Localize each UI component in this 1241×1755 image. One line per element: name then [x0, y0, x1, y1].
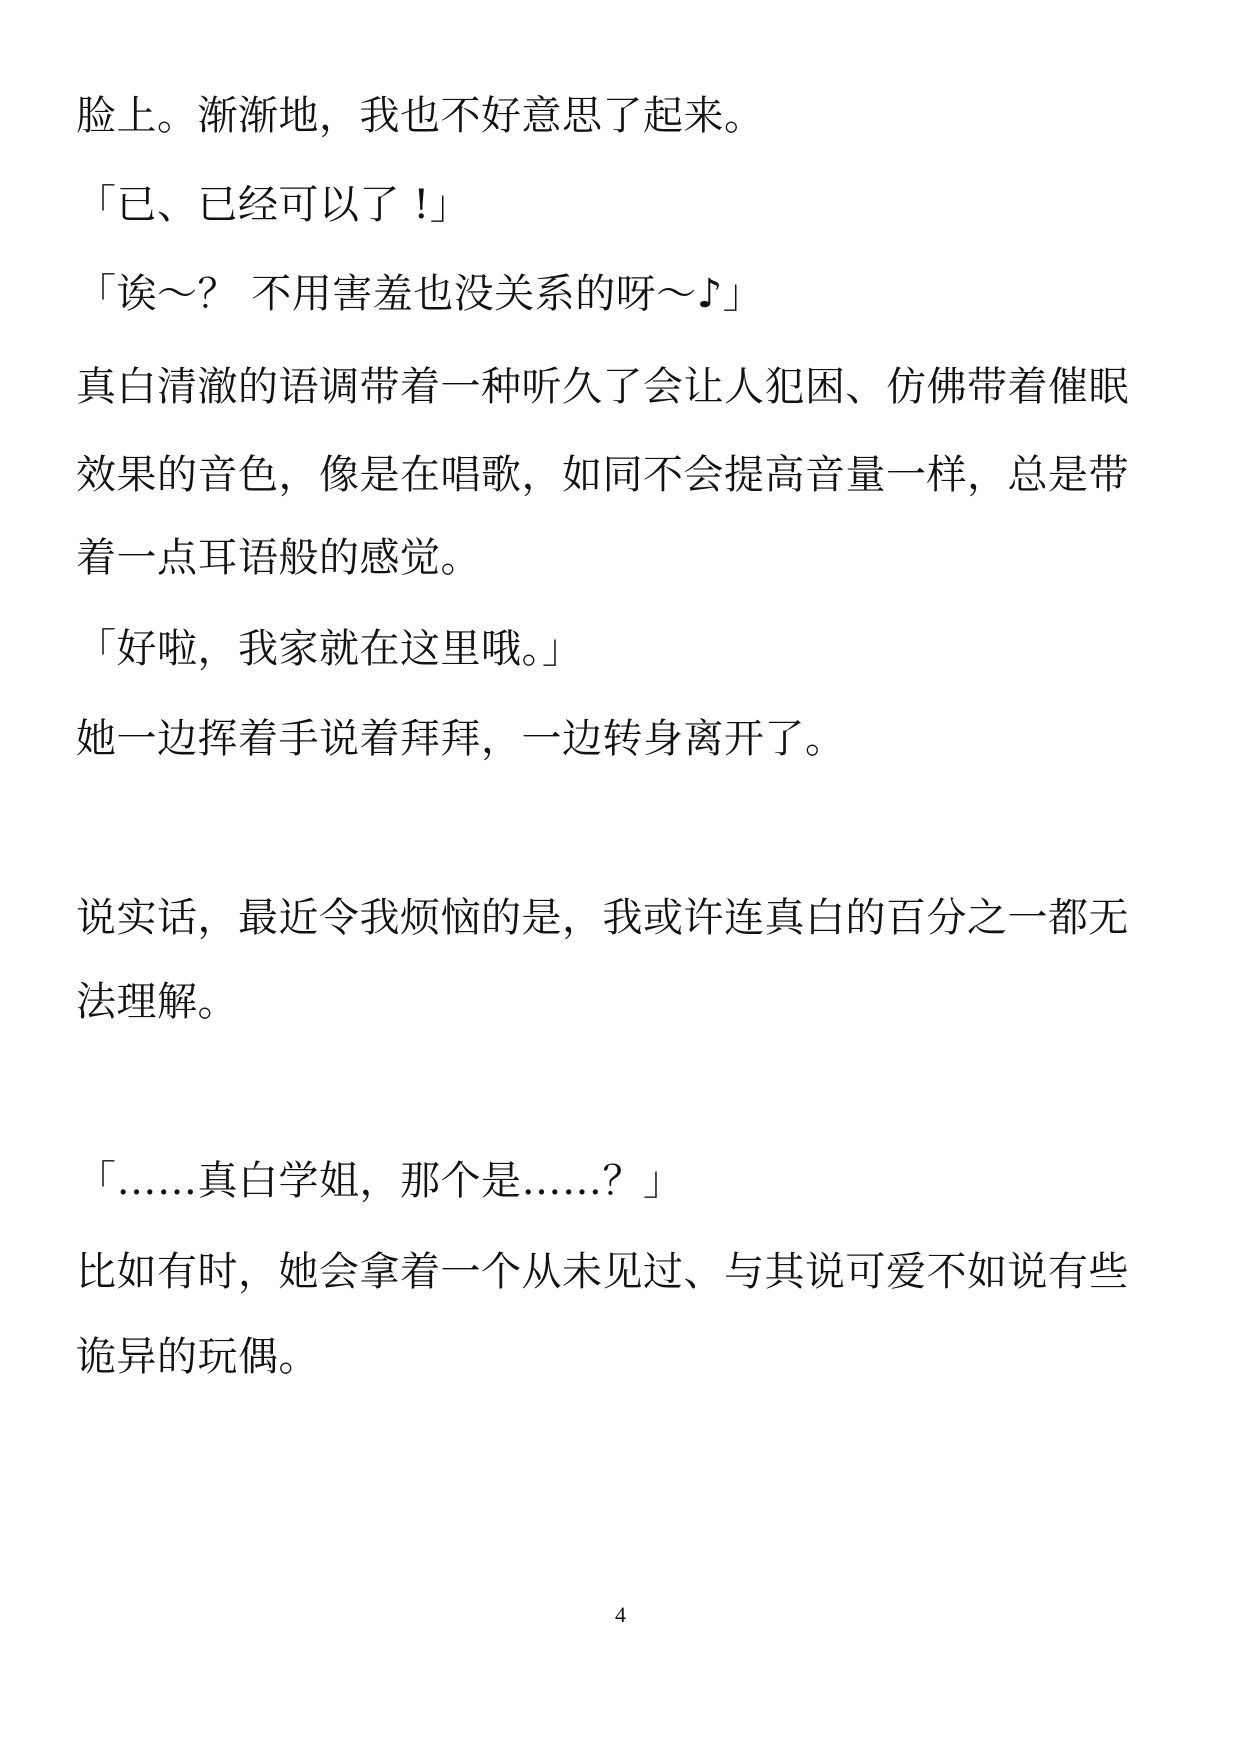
dialogue-line: 「……真白学姐，那个是……？」: [76, 1158, 684, 1204]
text-line: 诡异的玩偶。: [76, 1334, 319, 1380]
text-line: 效果的音色，像是在唱歌，如同不会提高音量一样，总是带: [76, 452, 1129, 498]
page-number: 4: [615, 1602, 626, 1627]
text-line: 说实话，最近令我烦恼的是，我或许连真白的百分之一都无: [76, 895, 1129, 941]
dialogue-line: 「好啦，我家就在这里哦。」: [76, 626, 583, 672]
text-line: 真白清澈的语调带着一种听久了会让人犯困、仿佛带着催眠: [76, 364, 1129, 410]
text-line: 脸上。渐渐地，我也不好意思了起来。: [76, 93, 765, 139]
text-line: 着一点耳语般的感觉。: [76, 535, 481, 581]
text-line: 法理解。: [76, 979, 238, 1025]
text-line: 比如有时，她会拿着一个从未见过、与其说可爱不如说有些: [76, 1249, 1129, 1295]
dialogue-line: 「已、已经可以了 !」: [76, 182, 471, 228]
text-line: 她一边挥着手说着拜拜，一边转身离开了。: [76, 716, 846, 762]
dialogue-line: 「诶～？ 不用害羞也没关系的呀～♪」: [76, 271, 764, 317]
